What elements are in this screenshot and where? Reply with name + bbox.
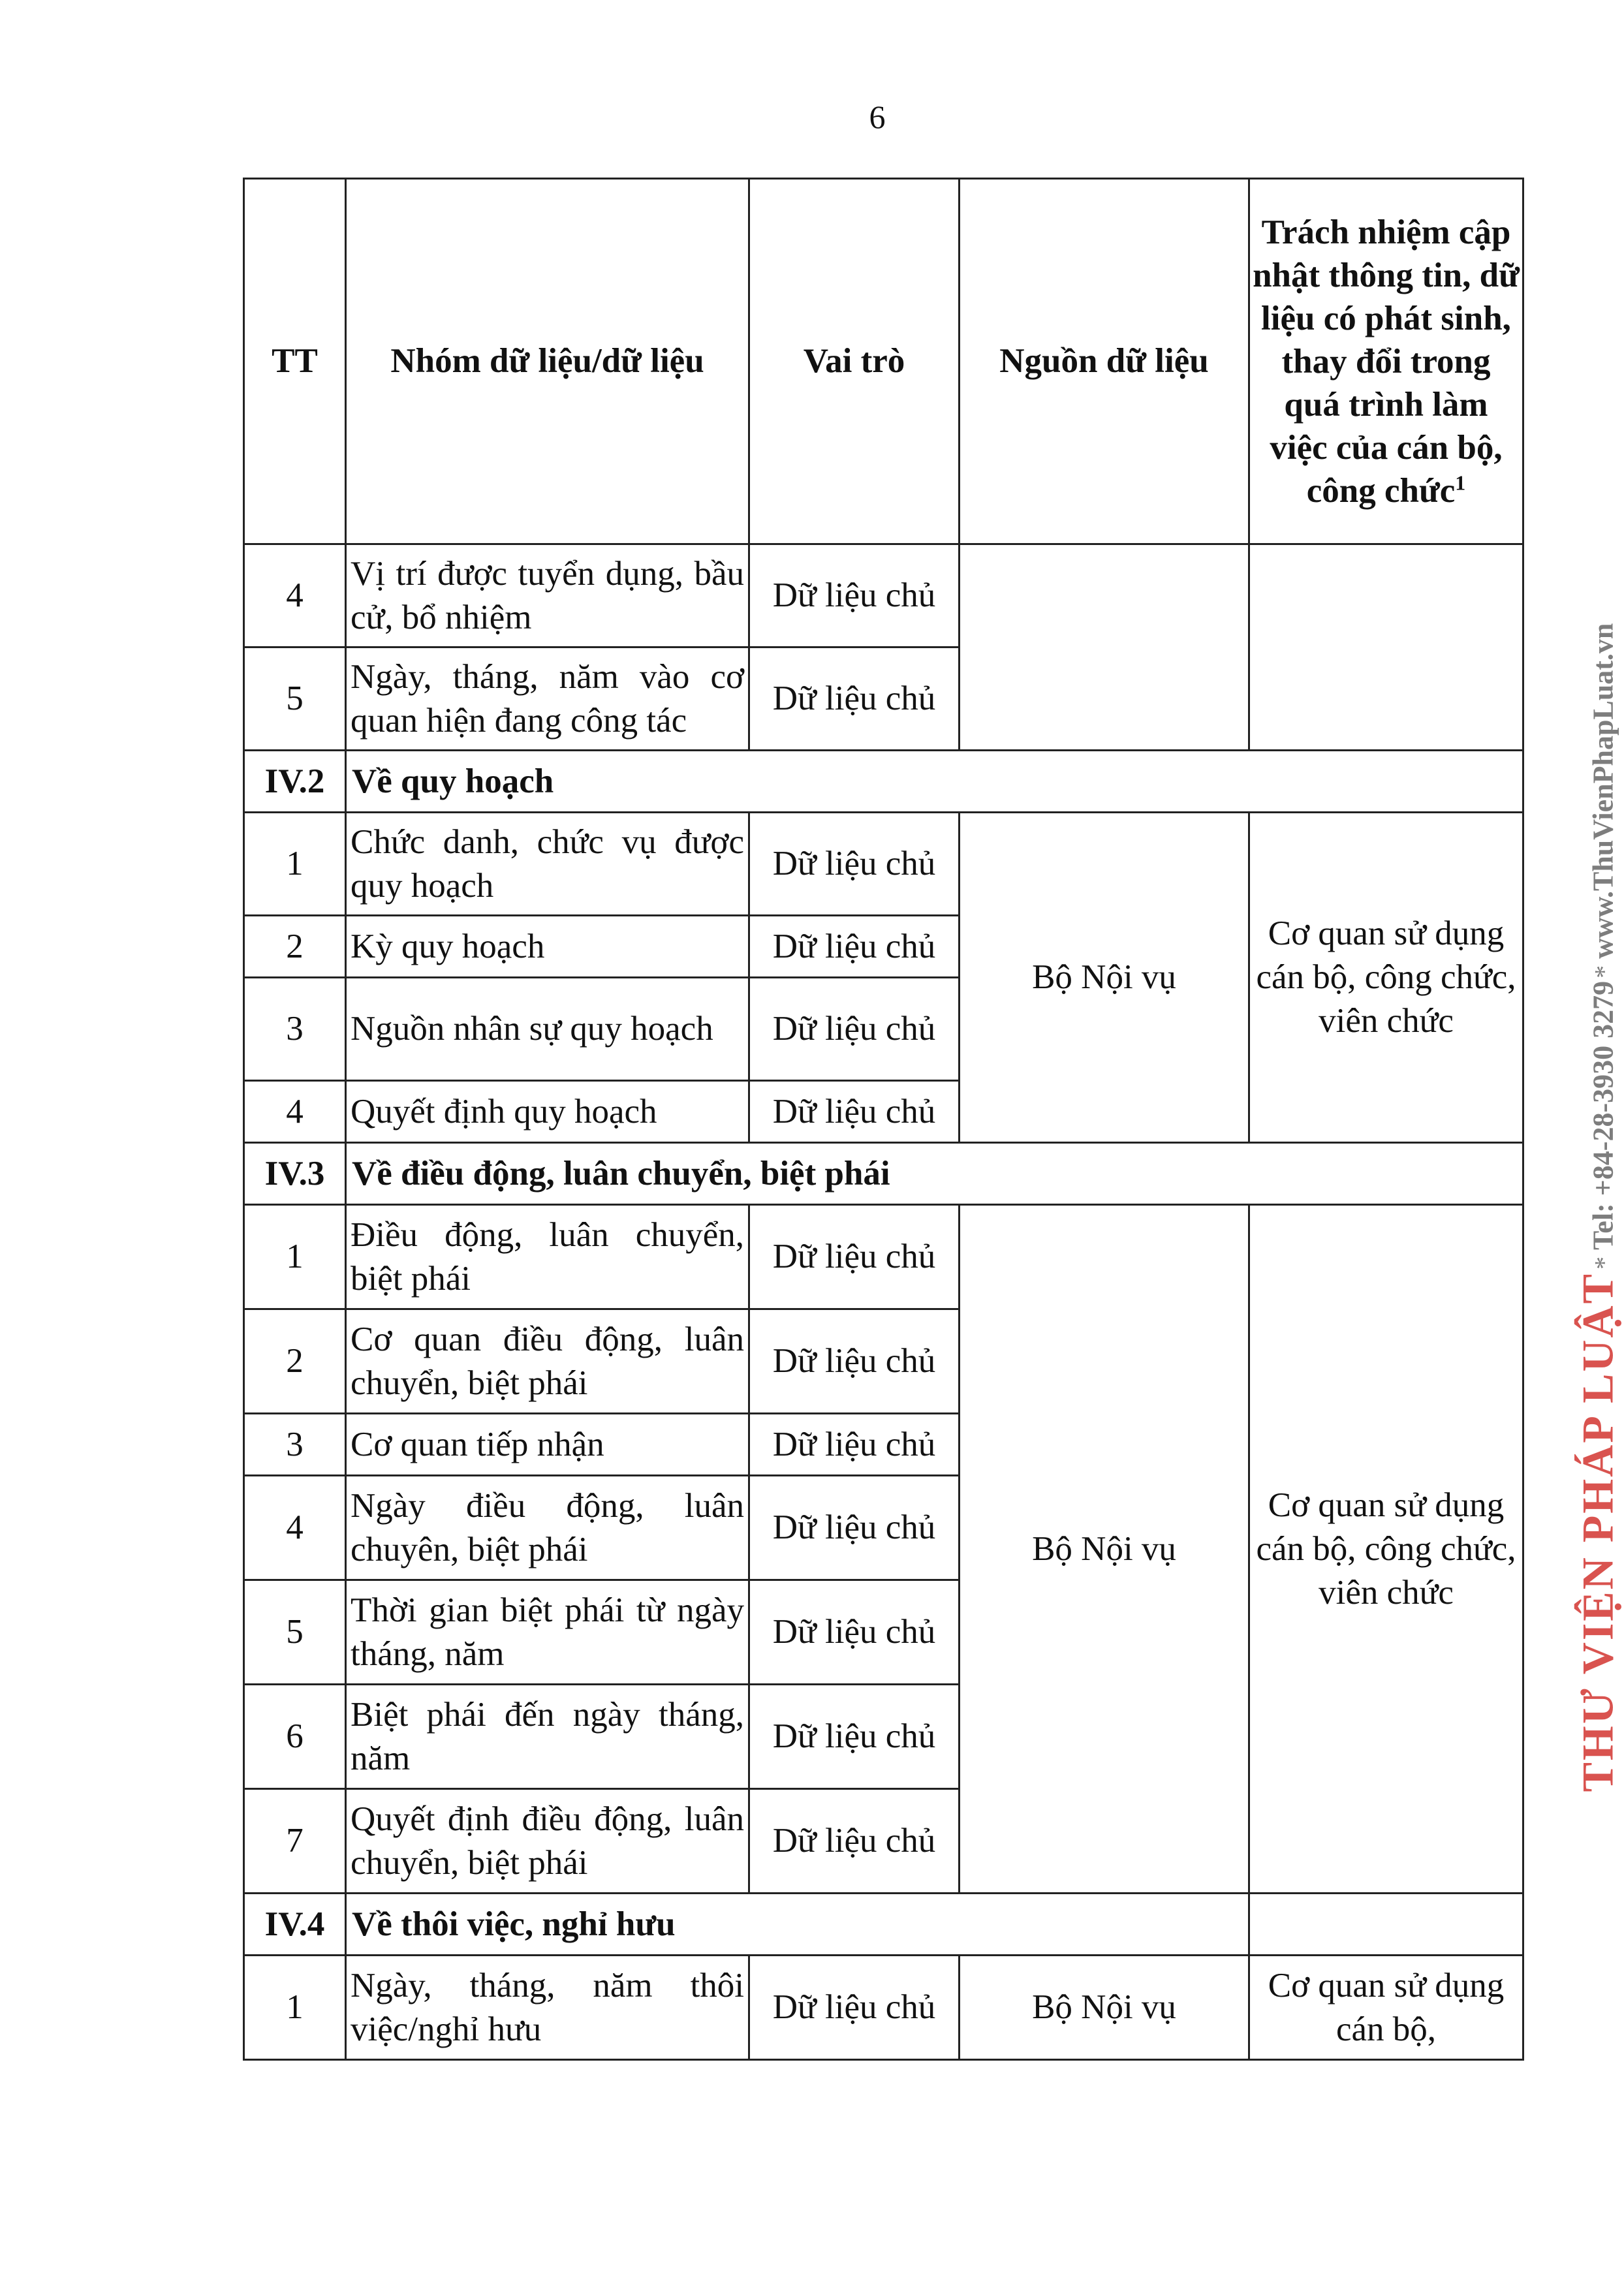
- row-role: Dữ liệu chủ: [749, 916, 960, 978]
- row-role: Dữ liệu chủ: [749, 1789, 960, 1894]
- watermark-phone: Tel: +84-28-3930 3279: [1587, 980, 1619, 1250]
- data-table: [243, 178, 1524, 2061]
- row-number: 3: [244, 978, 346, 1081]
- watermark-website: www.ThuVienPhapLuat.vn: [1587, 623, 1619, 959]
- section-row-iv4: [244, 1894, 1523, 1956]
- row-name: Quyết định quy hoạch: [346, 1081, 749, 1143]
- row-number: 4: [244, 1476, 346, 1580]
- row-name: Nguồn nhân sự quy hoạch: [346, 978, 749, 1081]
- row-role: Dữ liệu chủ: [749, 1081, 960, 1143]
- row-number: 5: [244, 1580, 346, 1685]
- table-row: [244, 1205, 1523, 1309]
- row-number: 4: [244, 1081, 346, 1143]
- row-name: Ngày, tháng, năm vào cơ quan hiện đang công tác: [346, 647, 749, 751]
- section-title: Về thôi việc, nghỉ hưu: [346, 1894, 1249, 1956]
- section-source: Bộ Nội vụ: [960, 813, 1249, 1143]
- row-name: Ngày điều động, luân chuyên, biệt phái: [346, 1476, 749, 1580]
- table-row: [244, 813, 1523, 916]
- row-number: 4: [244, 544, 346, 647]
- row-number: 1: [244, 1956, 346, 2060]
- section-row-iv2: [244, 751, 1523, 813]
- row-name: Ngày, tháng, năm thôi việc/nghỉ hưu: [346, 1956, 749, 2060]
- watermark: [1572, 623, 1624, 1792]
- section-id: IV.4: [244, 1894, 346, 1956]
- header-responsibility: [1249, 179, 1523, 544]
- row-name: Chức danh, chức vụ được quy hoạch: [346, 813, 749, 916]
- row-number: 7: [244, 1789, 346, 1894]
- row-role: Dữ liệu chủ: [749, 1205, 960, 1309]
- row-number: 6: [244, 1685, 346, 1789]
- row-number: 2: [244, 916, 346, 978]
- table-row: [244, 1956, 1523, 2060]
- page-number: 6: [869, 99, 886, 135]
- row-name: Cơ quan tiếp nhận: [346, 1414, 749, 1476]
- row-role: Dữ liệu chủ: [749, 1309, 960, 1414]
- row-name: Cơ quan điều động, luân chuyển, biệt phái: [346, 1309, 749, 1414]
- row-source-empty: [960, 544, 1249, 751]
- header-group: Nhóm dữ liệu/dữ liệu: [346, 179, 749, 544]
- header-responsibility-text: Trách nhiệm cập nhật thông tin, dữ liệu có phát sinh, thay đổi trong quá trình làm việc của cán bộ, công chức: [1253, 213, 1520, 510]
- section-title: Về điều động, luân chuyển, biệt phái: [346, 1143, 1523, 1205]
- table-row: [244, 544, 1523, 647]
- row-number: 5: [244, 647, 346, 751]
- header-tt: TT: [244, 179, 346, 544]
- row-name: Thời gian biệt phái từ ngày tháng, năm: [346, 1580, 749, 1685]
- row-role: Dữ liệu chủ: [749, 1956, 960, 2060]
- footnote-marker: 1: [1455, 470, 1466, 494]
- row-name: Vị trí được tuyển dụng, bầu cử, bổ nhiệm: [346, 544, 749, 647]
- row-name: Điều động, luân chuyển, biệt phái: [346, 1205, 749, 1309]
- watermark-separator: *: [1589, 1250, 1619, 1270]
- row-number: 2: [244, 1309, 346, 1414]
- row-role: Dữ liệu chủ: [749, 1685, 960, 1789]
- section-source: Bộ Nội vụ: [960, 1205, 1249, 1894]
- row-role: Dữ liệu chủ: [749, 813, 960, 916]
- row-responsibility-empty: [1249, 544, 1523, 751]
- row-number: 1: [244, 813, 346, 916]
- row-role: Dữ liệu chủ: [749, 1414, 960, 1476]
- row-name: Quyết định điều động, luân chuyển, biệt phái: [346, 1789, 749, 1894]
- header-role: Vai trò: [749, 179, 960, 544]
- section-empty-cell: [1249, 1894, 1523, 1956]
- row-name: Biệt phái đến ngày tháng, năm: [346, 1685, 749, 1789]
- row-role: Dữ liệu chủ: [749, 1580, 960, 1685]
- row-role: Dữ liệu chủ: [749, 978, 960, 1081]
- table-header-row: [244, 179, 1523, 544]
- section-id: IV.3: [244, 1143, 346, 1205]
- row-source: Bộ Nội vụ: [960, 1956, 1249, 2060]
- row-role: Dữ liệu chủ: [749, 544, 960, 647]
- watermark-separator: *: [1589, 958, 1619, 978]
- row-number: 1: [244, 1205, 346, 1309]
- row-number: 3: [244, 1414, 346, 1476]
- section-row-iv3: [244, 1143, 1523, 1205]
- row-role: Dữ liệu chủ: [749, 647, 960, 751]
- row-role: Dữ liệu chủ: [749, 1476, 960, 1580]
- section-responsibility: Cơ quan sử dụng cán bộ, công chức, viên chức: [1249, 1205, 1523, 1894]
- row-name: Kỳ quy hoạch: [346, 916, 749, 978]
- header-source: Nguồn dữ liệu: [960, 179, 1249, 544]
- section-responsibility: Cơ quan sử dụng cán bộ, công chức, viên chức: [1249, 813, 1523, 1143]
- section-id: IV.2: [244, 751, 346, 813]
- watermark-brand: THƯ VIỆN PHÁP LUẬT: [1572, 1272, 1623, 1792]
- section-title: Về quy hoạch: [346, 751, 1523, 813]
- row-responsibility: Cơ quan sử dụng cán bộ,: [1249, 1956, 1523, 2060]
